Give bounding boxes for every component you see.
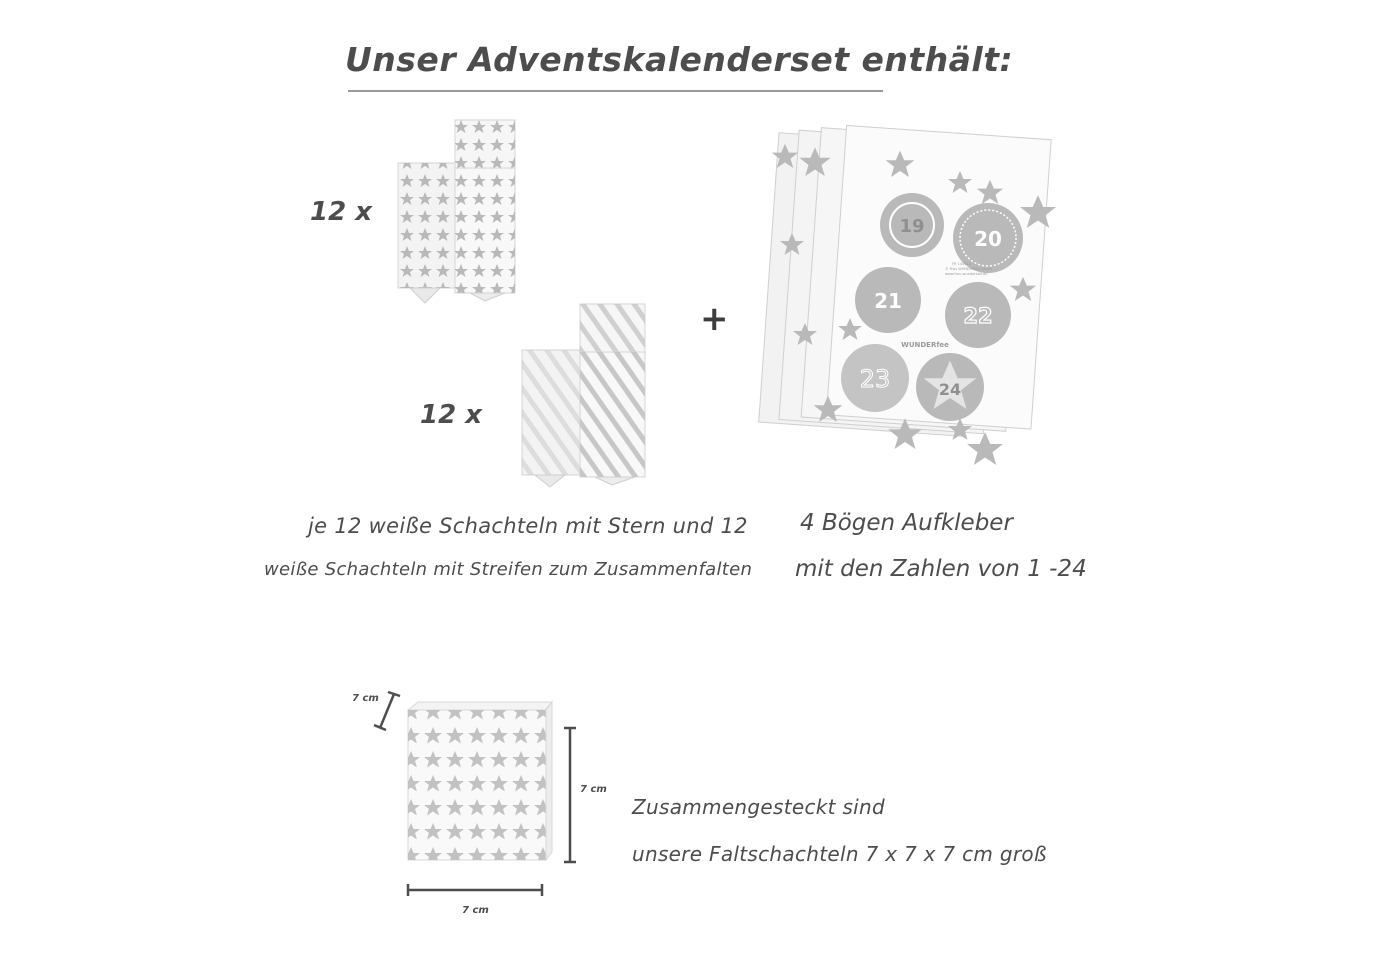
sticker-tiny-print-1: FR 143610 [952, 262, 971, 266]
size-note-line2: unsere Faltschachteln 7 x 7 x 7 cm groß [632, 842, 1047, 866]
stripe-box-quantity: 12 x [420, 400, 483, 430]
stickers-caption-line2: mit den Zahlen von 1 -24 [795, 556, 1087, 582]
depth-label: 7 cm [352, 693, 379, 704]
boxes-caption-line1: je 12 weiße Schachteln mit Stern und 12 [308, 514, 748, 538]
sticker-number-19: 19 [899, 216, 925, 237]
title-underline [348, 90, 883, 92]
sticker-number-24: 24 [938, 380, 962, 399]
assembled-star-box-image [400, 700, 555, 865]
sticker-tiny-print-2: © Frau WUNDERVoll GmbH [945, 267, 993, 271]
height-label: 7 cm [580, 784, 607, 795]
sticker-tiny-print-3: www.frau-wundervoll.de [945, 272, 988, 276]
stickers-caption-line1: 4 Bögen Aufkleber [800, 510, 1013, 536]
sticker-number-20: 20 [974, 227, 1002, 251]
boxes-caption-line2: weiße Schachteln mit Streifen zum Zusammenfalten [264, 559, 753, 580]
sticker-sheets-image [760, 125, 1080, 460]
star-box-unfolded-image [380, 118, 530, 303]
sticker-number-22: 22 [963, 304, 993, 328]
stripe-box-unfolded-image [510, 302, 660, 487]
size-note-line1: Zusammengesteckt sind [632, 795, 885, 819]
sticker-brand-logo: WUNDERfee [901, 341, 949, 349]
plus-sign: + [700, 299, 729, 339]
sticker-number-23: 23 [859, 365, 891, 393]
height-dimension-line [560, 725, 580, 865]
width-label: 7 cm [462, 905, 489, 916]
page-title: Unser Adventskalenderset enthält: [345, 40, 1014, 79]
width-dimension-line [405, 880, 545, 900]
star-box-quantity: 12 x [310, 197, 373, 227]
sticker-number-21: 21 [874, 289, 902, 313]
